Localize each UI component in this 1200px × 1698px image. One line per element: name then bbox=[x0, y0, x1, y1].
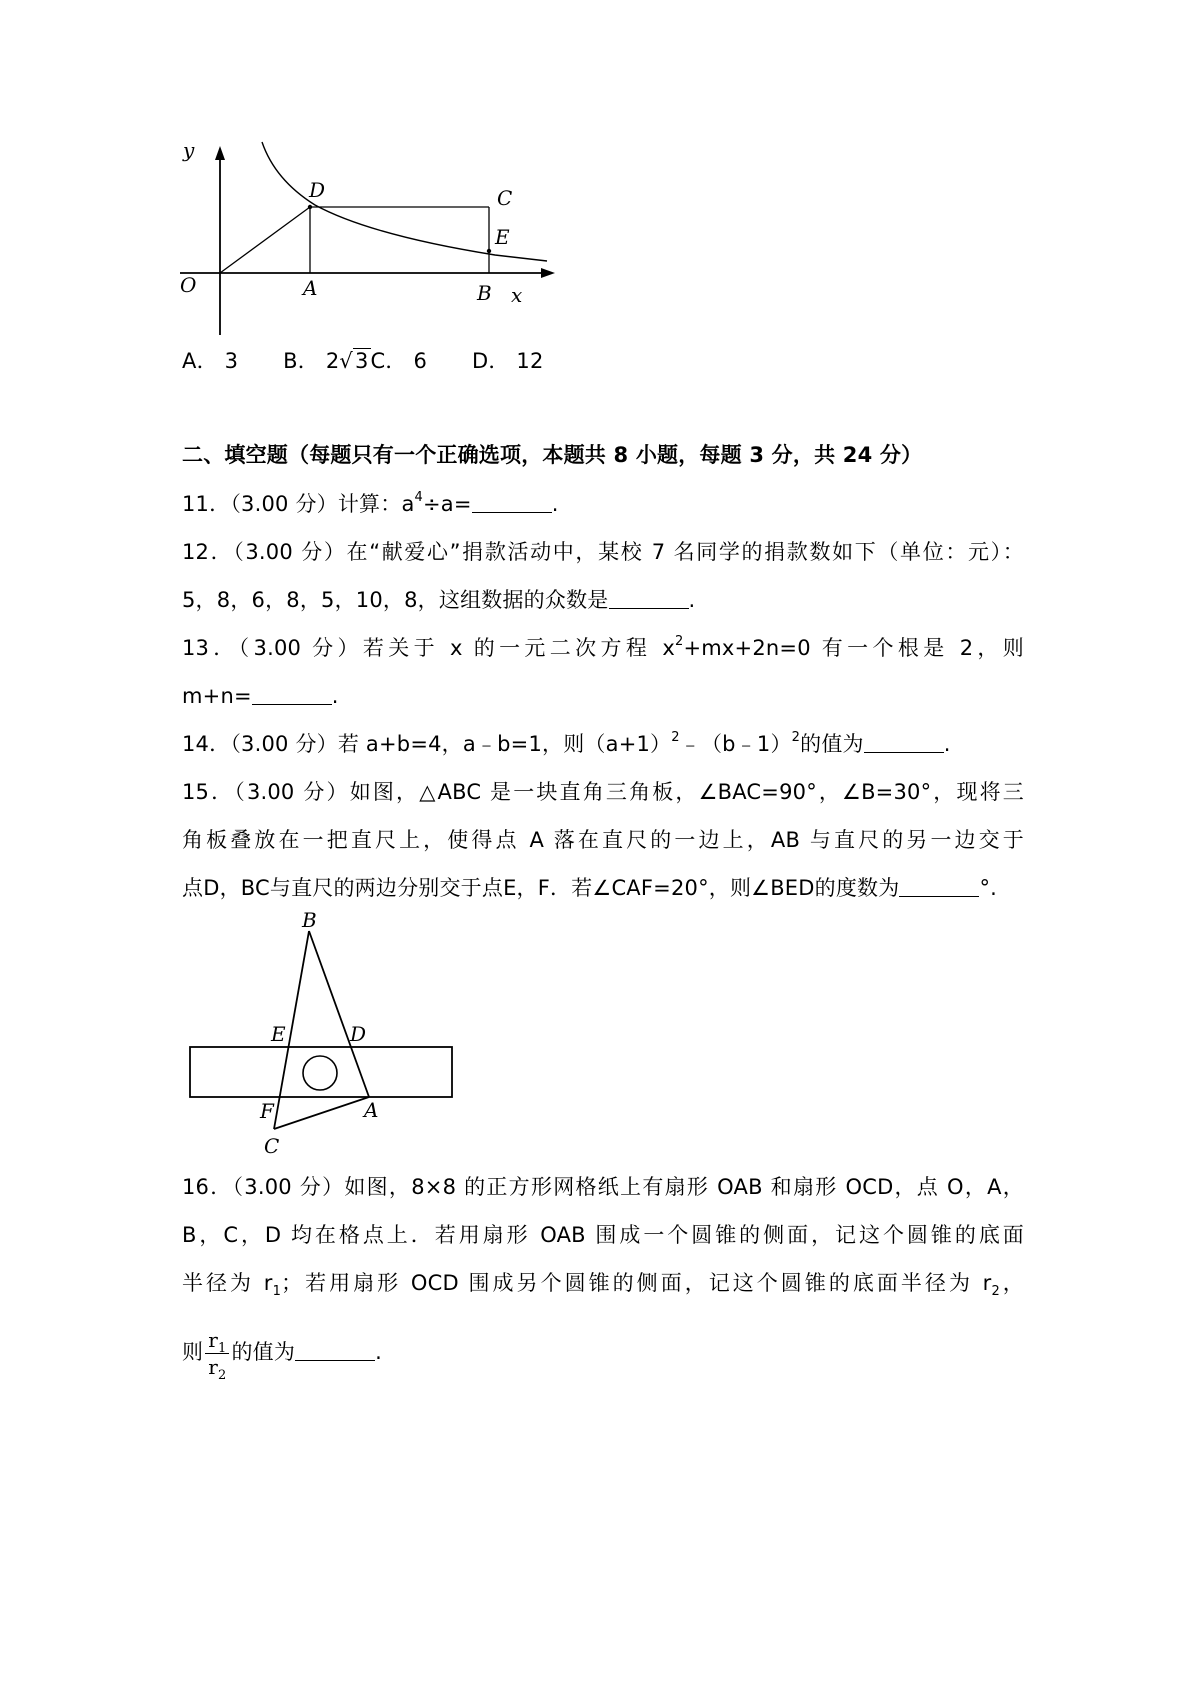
label-f: F bbox=[260, 1099, 274, 1123]
point-e bbox=[487, 249, 491, 253]
question-16-line4: 则 $\frac{r_1}{r_2}$ 的值为 . bbox=[182, 1327, 382, 1383]
label-x: x bbox=[511, 283, 523, 307]
label-a: A bbox=[303, 276, 318, 300]
label-d: D bbox=[309, 178, 326, 202]
label-a: A bbox=[364, 1098, 379, 1122]
section-heading: 二、填空题（每题只有一个正确选项，本题共 8 小题，每题 3 分，共 24 分） bbox=[182, 443, 923, 467]
fraction-r1-over-r2: $\frac{r_1}{r_2}$ bbox=[205, 1327, 229, 1380]
question-15-line2: 角板叠放在一把直尺上，使得点 A 落在直尺的一边上，AB 与直尺的另一边交于 bbox=[182, 828, 1024, 852]
question-13-line2: m+n= . bbox=[182, 684, 339, 708]
label-c: C bbox=[264, 1134, 280, 1158]
label-d: D bbox=[350, 1022, 367, 1046]
question-16-line2: B，C，D 均在格点上．若用扇形 OAB 围成一个圆锥的侧面，记这个圆锥的底面 bbox=[182, 1223, 1024, 1247]
question-15-line1: 15．（3.00 分）如图，△ABC 是一块直角三角板，∠BAC=90°，∠B=30°，现将三 bbox=[182, 780, 1024, 804]
figure-triangle-ruler bbox=[180, 905, 470, 1165]
figure-hyperbola-rectangle bbox=[175, 140, 555, 340]
label-e: E bbox=[495, 225, 510, 249]
label-e: E bbox=[271, 1022, 286, 1046]
x-axis-arrow-icon bbox=[541, 268, 555, 278]
question-11: 11．（3.00 分）计算：$a^4\div a=$ . bbox=[182, 490, 559, 516]
question-12-line1: 12．（3.00 分）在“献爱心”捐款活动中，某校 7 名同学的捐款数如下（单位：元）： bbox=[182, 540, 1024, 564]
answer-blank[interactable] bbox=[864, 730, 944, 753]
option-d: D． 12 bbox=[471, 349, 544, 373]
question-15-line3: 点D，BC与直尺的两边分别交于点E，F．若∠CAF=20°，则∠BED的度数为 °. bbox=[182, 876, 998, 900]
question-16-line1: 16．（3.00 分）如图，8×8 的正方形网格纸上有扇形 OAB 和扇形 OCD，点 O，A， bbox=[182, 1175, 1024, 1199]
q10-options bbox=[182, 346, 544, 376]
question-13-line1: 13．（3.00 分）若关于 x 的一元二次方程 $x^2+mx+2n=0$ 有一个根是 2，则 bbox=[182, 634, 1024, 660]
question-14: 14．（3.00 分）若 a+b=4，a﹣b=1，则$(a+1)^2﹣(b﹣1)^2$的值为 . bbox=[182, 730, 951, 756]
side-ba bbox=[309, 931, 369, 1097]
segment-od bbox=[220, 207, 310, 273]
side-ca bbox=[274, 1097, 369, 1129]
label-b: B bbox=[477, 281, 492, 305]
option-b: B． 2√3 bbox=[283, 349, 369, 373]
answer-blank[interactable] bbox=[609, 586, 689, 609]
label-b: B bbox=[302, 908, 317, 932]
label-o: O bbox=[180, 273, 197, 297]
option-c: C． 6 bbox=[370, 349, 428, 373]
answer-blank[interactable] bbox=[252, 682, 332, 705]
question-12-line2: 5，8，6，8，5，10，8，这组数据的众数是 . bbox=[182, 588, 696, 612]
point-d bbox=[308, 205, 312, 209]
answer-blank[interactable] bbox=[899, 874, 979, 897]
question-16-line3: 半径为 $r_1$；若用扇形 OCD 围成另个圆锥的侧面，记这个圆锥的底面半径为 $r_2$， bbox=[182, 1271, 1025, 1299]
answer-blank[interactable] bbox=[472, 490, 552, 513]
ruler-hole bbox=[303, 1056, 337, 1090]
y-axis-arrow-icon bbox=[215, 146, 225, 160]
label-y: y bbox=[183, 140, 195, 162]
answer-blank[interactable] bbox=[295, 1338, 375, 1361]
option-a: A． 3 bbox=[182, 349, 239, 373]
label-c: C bbox=[497, 186, 513, 210]
